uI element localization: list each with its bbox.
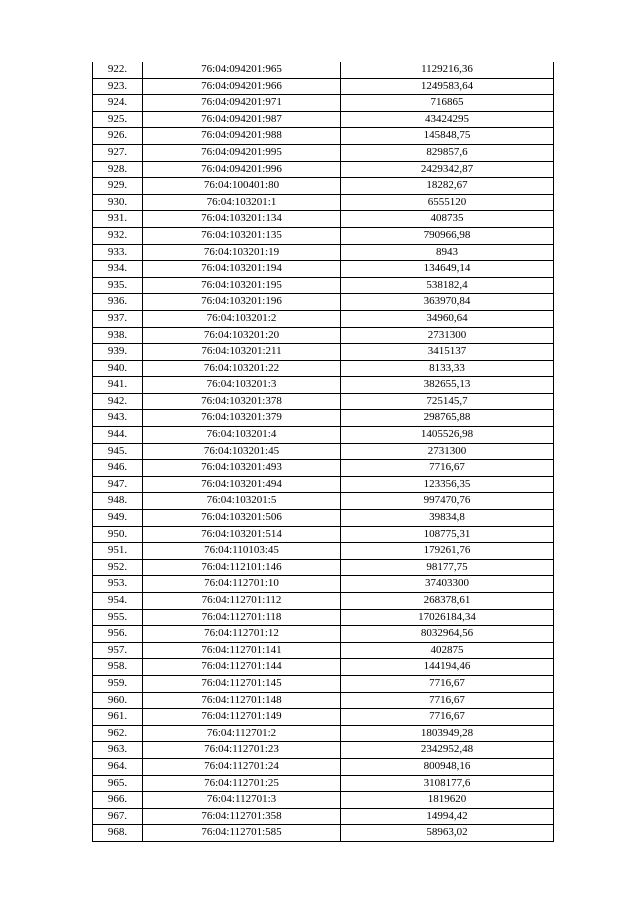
cadastral-number-cell: 76:04:103201:19: [143, 244, 341, 261]
row-number-cell: 930.: [93, 194, 143, 211]
value-cell: 1803949,28: [341, 725, 554, 742]
cadastral-number-cell: 76:04:094201:995: [143, 144, 341, 161]
value-cell: 2342952,48: [341, 742, 554, 759]
row-number-cell: 936.: [93, 294, 143, 311]
row-number-cell: 935.: [93, 277, 143, 294]
value-cell: 2731300: [341, 327, 554, 344]
table-row: [93, 410, 554, 427]
row-number-cell: 957.: [93, 642, 143, 659]
value-cell: 3108177,6: [341, 775, 554, 792]
value-cell: 725145,7: [341, 393, 554, 410]
cadastral-number-cell: 76:04:094201:965: [143, 62, 341, 78]
table-row: [93, 642, 554, 659]
cadastral-number-cell: 76:04:112701:24: [143, 758, 341, 775]
table-row: [93, 675, 554, 692]
value-cell: 790966,98: [341, 227, 554, 244]
row-number-cell: 966.: [93, 792, 143, 809]
row-number-cell: 922.: [93, 62, 143, 78]
value-cell: 382655,13: [341, 377, 554, 394]
cadastral-number-cell: 76:04:112701:585: [143, 825, 341, 842]
row-number-cell: 958.: [93, 659, 143, 676]
cadastral-number-cell: 76:04:112701:144: [143, 659, 341, 676]
table-row: [93, 277, 554, 294]
cadastral-number-cell: 76:04:112701:112: [143, 593, 341, 610]
cadastral-number-cell: 76:04:094201:996: [143, 161, 341, 178]
value-cell: 179261,76: [341, 543, 554, 560]
value-cell: 134649,14: [341, 261, 554, 278]
cadastral-number-cell: 76:04:094201:966: [143, 78, 341, 95]
cadastral-number-cell: 76:04:112701:145: [143, 675, 341, 692]
cadastral-number-cell: 76:04:094201:988: [143, 128, 341, 145]
table-row: [93, 261, 554, 278]
table-row: [93, 725, 554, 742]
row-number-cell: 940.: [93, 360, 143, 377]
row-number-cell: 943.: [93, 410, 143, 427]
value-cell: 39834,8: [341, 510, 554, 527]
cadastral-number-cell: 76:04:103201:378: [143, 393, 341, 410]
table-body: [93, 62, 554, 841]
cadastral-number-cell: 76:04:103201:211: [143, 344, 341, 361]
value-cell: 7716,67: [341, 460, 554, 477]
value-cell: 402875: [341, 642, 554, 659]
cadastral-number-cell: 76:04:103201:195: [143, 277, 341, 294]
cadastral-number-cell: 76:04:103201:20: [143, 327, 341, 344]
cadastral-number-cell: 76:04:112701:118: [143, 609, 341, 626]
value-cell: 17026184,34: [341, 609, 554, 626]
row-number-cell: 948.: [93, 493, 143, 510]
row-number-cell: 960.: [93, 692, 143, 709]
table-row: [93, 609, 554, 626]
cadastral-number-cell: 76:04:103201:5: [143, 493, 341, 510]
cadastral-number-cell: 76:04:103201:4: [143, 427, 341, 444]
table-row: [93, 327, 554, 344]
cadastral-number-cell: 76:04:103201:134: [143, 211, 341, 228]
table-row: [93, 825, 554, 842]
table-row: [93, 128, 554, 145]
cadastral-number-cell: 76:04:103201:196: [143, 294, 341, 311]
row-number-cell: 928.: [93, 161, 143, 178]
cadastral-number-cell: 76:04:103201:135: [143, 227, 341, 244]
row-number-cell: 927.: [93, 144, 143, 161]
table-row: [93, 427, 554, 444]
cadastral-number-cell: 76:04:103201:506: [143, 510, 341, 527]
cadastral-number-cell: 76:04:094201:971: [143, 95, 341, 112]
value-cell: 1129216,36: [341, 62, 554, 78]
value-cell: 37403300: [341, 576, 554, 593]
row-number-cell: 962.: [93, 725, 143, 742]
row-number-cell: 961.: [93, 709, 143, 726]
row-number-cell: 964.: [93, 758, 143, 775]
row-number-cell: 950.: [93, 526, 143, 543]
table-row: [93, 493, 554, 510]
table-row: [93, 709, 554, 726]
cadastral-number-cell: 76:04:103201:379: [143, 410, 341, 427]
value-cell: 58963,02: [341, 825, 554, 842]
value-cell: 123356,35: [341, 476, 554, 493]
row-number-cell: 956.: [93, 626, 143, 643]
cadastral-number-cell: 76:04:100401:80: [143, 178, 341, 195]
table-row: [93, 659, 554, 676]
cadastral-number-cell: 76:04:103201:22: [143, 360, 341, 377]
table-row: [93, 559, 554, 576]
row-number-cell: 949.: [93, 510, 143, 527]
cadastral-number-cell: 76:04:112701:3: [143, 792, 341, 809]
table-row: [93, 443, 554, 460]
value-cell: 538182,4: [341, 277, 554, 294]
row-number-cell: 924.: [93, 95, 143, 112]
value-cell: 18282,67: [341, 178, 554, 195]
table-row: [93, 758, 554, 775]
table-row: [93, 393, 554, 410]
cadastral-number-cell: 76:04:112701:2: [143, 725, 341, 742]
value-cell: 1819620: [341, 792, 554, 809]
cadastral-number-cell: 76:04:103201:2: [143, 310, 341, 327]
row-number-cell: 937.: [93, 310, 143, 327]
value-cell: 8943: [341, 244, 554, 261]
value-cell: 144194,46: [341, 659, 554, 676]
row-number-cell: 953.: [93, 576, 143, 593]
value-cell: 8133,33: [341, 360, 554, 377]
table-row: [93, 178, 554, 195]
cadastral-number-cell: 76:04:112701:358: [143, 808, 341, 825]
row-number-cell: 944.: [93, 427, 143, 444]
row-number-cell: 932.: [93, 227, 143, 244]
row-number-cell: 933.: [93, 244, 143, 261]
cadastral-number-cell: 76:04:112101:146: [143, 559, 341, 576]
row-number-cell: 968.: [93, 825, 143, 842]
table-row: [93, 742, 554, 759]
table-row: [93, 344, 554, 361]
row-number-cell: 963.: [93, 742, 143, 759]
value-cell: 716865: [341, 95, 554, 112]
value-cell: 363970,84: [341, 294, 554, 311]
value-cell: 268378,61: [341, 593, 554, 610]
cadastral-number-cell: 76:04:094201:987: [143, 111, 341, 128]
cadastral-number-cell: 76:04:112701:12: [143, 626, 341, 643]
cadastral-number-cell: 76:04:112701:23: [143, 742, 341, 759]
row-number-cell: 931.: [93, 211, 143, 228]
table-row: [93, 377, 554, 394]
value-cell: 7716,67: [341, 692, 554, 709]
table-row: [93, 111, 554, 128]
value-cell: 2429342,87: [341, 161, 554, 178]
row-number-cell: 965.: [93, 775, 143, 792]
table-row: [93, 294, 554, 311]
cadastral-number-cell: 76:04:103201:1: [143, 194, 341, 211]
value-cell: 997470,76: [341, 493, 554, 510]
row-number-cell: 929.: [93, 178, 143, 195]
table-row: [93, 576, 554, 593]
value-cell: 43424295: [341, 111, 554, 128]
value-cell: 829857,6: [341, 144, 554, 161]
cadastral-number-cell: 76:04:112701:10: [143, 576, 341, 593]
table-row: [93, 211, 554, 228]
table-row: [93, 808, 554, 825]
table-row: [93, 310, 554, 327]
row-number-cell: 955.: [93, 609, 143, 626]
cadastral-number-cell: 76:04:103201:514: [143, 526, 341, 543]
table-row: [93, 95, 554, 112]
value-cell: 6555120: [341, 194, 554, 211]
row-number-cell: 939.: [93, 344, 143, 361]
table-row: [93, 775, 554, 792]
row-number-cell: 926.: [93, 128, 143, 145]
value-cell: 800948,16: [341, 758, 554, 775]
cadastral-number-cell: 76:04:112701:149: [143, 709, 341, 726]
table-row: [93, 244, 554, 261]
table-row: [93, 593, 554, 610]
value-cell: 108775,31: [341, 526, 554, 543]
table-row: [93, 62, 554, 78]
table-row: [93, 227, 554, 244]
row-number-cell: 959.: [93, 675, 143, 692]
value-cell: 8032964,56: [341, 626, 554, 643]
cadastral-number-cell: 76:04:112701:141: [143, 642, 341, 659]
table-row: [93, 144, 554, 161]
table-row: [93, 692, 554, 709]
row-number-cell: 923.: [93, 78, 143, 95]
row-number-cell: 947.: [93, 476, 143, 493]
table-row: [93, 476, 554, 493]
table-row: [93, 510, 554, 527]
row-number-cell: 942.: [93, 393, 143, 410]
cadastral-value-table: [92, 62, 554, 842]
value-cell: 1405526,98: [341, 427, 554, 444]
value-cell: 98177,75: [341, 559, 554, 576]
cadastral-number-cell: 76:04:112701:25: [143, 775, 341, 792]
cadastral-number-cell: 76:04:103201:493: [143, 460, 341, 477]
value-cell: 145848,75: [341, 128, 554, 145]
value-cell: 3415137: [341, 344, 554, 361]
value-cell: 298765,88: [341, 410, 554, 427]
value-cell: 1249583,64: [341, 78, 554, 95]
value-cell: 14994,42: [341, 808, 554, 825]
cadastral-number-cell: 76:04:103201:494: [143, 476, 341, 493]
table-row: [93, 460, 554, 477]
row-number-cell: 967.: [93, 808, 143, 825]
row-number-cell: 946.: [93, 460, 143, 477]
table-row: [93, 626, 554, 643]
row-number-cell: 952.: [93, 559, 143, 576]
value-cell: 408735: [341, 211, 554, 228]
table-row: [93, 792, 554, 809]
cadastral-number-cell: 76:04:103201:45: [143, 443, 341, 460]
cadastral-number-cell: 76:04:112701:148: [143, 692, 341, 709]
cadastral-number-cell: 76:04:103201:194: [143, 261, 341, 278]
table-row: [93, 194, 554, 211]
cadastral-number-cell: 76:04:110103:45: [143, 543, 341, 560]
cadastral-number-cell: 76:04:103201:3: [143, 377, 341, 394]
row-number-cell: 941.: [93, 377, 143, 394]
value-cell: 34960,64: [341, 310, 554, 327]
row-number-cell: 945.: [93, 443, 143, 460]
row-number-cell: 951.: [93, 543, 143, 560]
value-cell: 7716,67: [341, 675, 554, 692]
row-number-cell: 938.: [93, 327, 143, 344]
table-row: [93, 543, 554, 560]
table-row: [93, 360, 554, 377]
value-cell: 7716,67: [341, 709, 554, 726]
row-number-cell: 934.: [93, 261, 143, 278]
table-row: [93, 78, 554, 95]
row-number-cell: 954.: [93, 593, 143, 610]
value-cell: 2731300: [341, 443, 554, 460]
row-number-cell: 925.: [93, 111, 143, 128]
table-row: [93, 526, 554, 543]
table-row: [93, 161, 554, 178]
